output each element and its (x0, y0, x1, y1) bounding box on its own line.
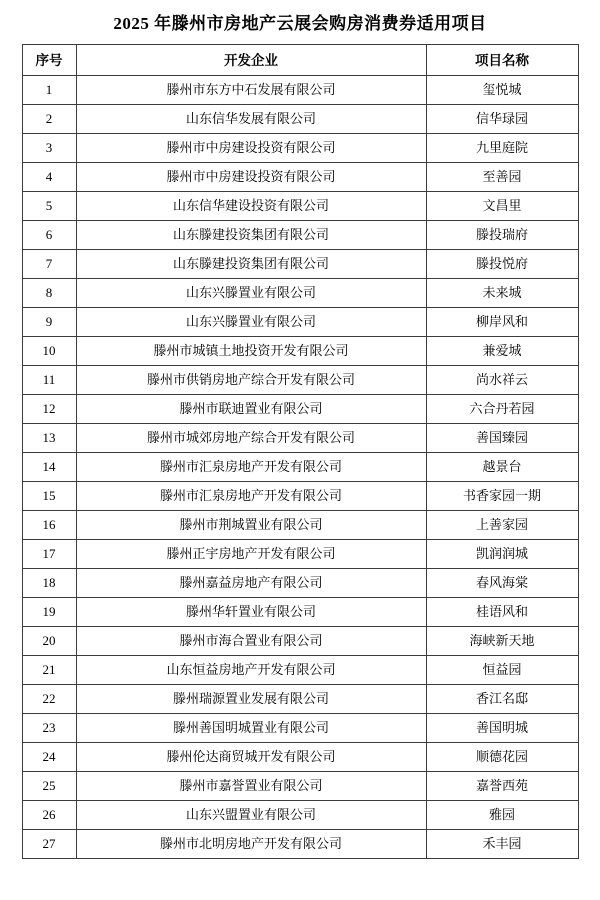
cell-index: 2 (22, 105, 76, 134)
cell-index: 4 (22, 163, 76, 192)
cell-project: 玺悦城 (426, 76, 578, 105)
cell-index: 12 (22, 395, 76, 424)
cell-index: 14 (22, 453, 76, 482)
table-row (22, 250, 578, 279)
table-row (22, 134, 578, 163)
table-row (22, 772, 578, 801)
cell-developer: 滕州市北明房地产开发有限公司 (76, 830, 426, 859)
cell-developer: 滕州市中房建设投资有限公司 (76, 134, 426, 163)
cell-project: 恒益园 (426, 656, 578, 685)
cell-index: 11 (22, 366, 76, 395)
table-row (22, 453, 578, 482)
cell-developer: 滕州市汇泉房地产开发有限公司 (76, 453, 426, 482)
cell-index: 18 (22, 569, 76, 598)
table-row (22, 337, 578, 366)
cell-developer: 山东兴滕置业有限公司 (76, 279, 426, 308)
cell-index: 26 (22, 801, 76, 830)
cell-project: 禾丰园 (426, 830, 578, 859)
cell-index: 20 (22, 627, 76, 656)
table-body (22, 76, 578, 859)
projects-table (22, 44, 579, 859)
cell-index: 16 (22, 511, 76, 540)
table-row (22, 76, 578, 105)
table-row (22, 192, 578, 221)
cell-developer: 滕州瑞源置业发展有限公司 (76, 685, 426, 714)
cell-project: 海峡新天地 (426, 627, 578, 656)
table-row (22, 366, 578, 395)
cell-project: 九里庭院 (426, 134, 578, 163)
cell-developer: 滕州伦达商贸城开发有限公司 (76, 743, 426, 772)
cell-project: 顺德花园 (426, 743, 578, 772)
cell-project: 柳岸风和 (426, 308, 578, 337)
cell-developer: 滕州善国明城置业有限公司 (76, 714, 426, 743)
cell-index: 7 (22, 250, 76, 279)
page-title: 2025 年滕州市房地产云展会购房消费券适用项目 (113, 14, 487, 33)
table-row (22, 685, 578, 714)
cell-index: 25 (22, 772, 76, 801)
cell-developer: 滕州市东方中石发展有限公司 (76, 76, 426, 105)
column-header-index: 序号 (22, 45, 76, 76)
cell-project: 善国明城 (426, 714, 578, 743)
table-row (22, 743, 578, 772)
cell-project: 滕投悦府 (426, 250, 578, 279)
cell-project: 善国臻园 (426, 424, 578, 453)
cell-developer: 山东信华发展有限公司 (76, 105, 426, 134)
column-header-developer: 开发企业 (76, 45, 426, 76)
cell-project: 桂语风和 (426, 598, 578, 627)
cell-developer: 山东兴盟置业有限公司 (76, 801, 426, 830)
table-row (22, 395, 578, 424)
cell-developer: 滕州市汇泉房地产开发有限公司 (76, 482, 426, 511)
cell-index: 17 (22, 540, 76, 569)
table-row (22, 482, 578, 511)
table-row (22, 279, 578, 308)
cell-project: 香江名邸 (426, 685, 578, 714)
table-row (22, 598, 578, 627)
cell-project: 六合丹若园 (426, 395, 578, 424)
cell-index: 15 (22, 482, 76, 511)
table-row (22, 540, 578, 569)
cell-project: 滕投瑞府 (426, 221, 578, 250)
cell-developer: 山东滕建投资集团有限公司 (76, 250, 426, 279)
cell-project: 未来城 (426, 279, 578, 308)
cell-developer: 滕州市嘉誉置业有限公司 (76, 772, 426, 801)
cell-index: 21 (22, 656, 76, 685)
table-row (22, 656, 578, 685)
cell-index: 22 (22, 685, 76, 714)
cell-project: 书香家园一期 (426, 482, 578, 511)
cell-developer: 山东兴滕置业有限公司 (76, 308, 426, 337)
cell-project: 嘉誉西苑 (426, 772, 578, 801)
table-row (22, 830, 578, 859)
cell-project: 越景台 (426, 453, 578, 482)
cell-index: 10 (22, 337, 76, 366)
cell-project: 兼爱城 (426, 337, 578, 366)
table-row (22, 569, 578, 598)
table-row (22, 105, 578, 134)
cell-index: 24 (22, 743, 76, 772)
cell-developer: 滕州市中房建设投资有限公司 (76, 163, 426, 192)
table-row (22, 221, 578, 250)
cell-project: 信华琭园 (426, 105, 578, 134)
cell-developer: 滕州市联迪置业有限公司 (76, 395, 426, 424)
cell-index: 19 (22, 598, 76, 627)
cell-index: 1 (22, 76, 76, 105)
table-row (22, 714, 578, 743)
cell-developer: 山东滕建投资集团有限公司 (76, 221, 426, 250)
cell-developer: 滕州市城郊房地产综合开发有限公司 (76, 424, 426, 453)
table-row (22, 308, 578, 337)
cell-developer: 滕州市海合置业有限公司 (76, 627, 426, 656)
table-row (22, 511, 578, 540)
cell-index: 6 (22, 221, 76, 250)
cell-developer: 滕州嘉益房地产有限公司 (76, 569, 426, 598)
table-row (22, 163, 578, 192)
table-row (22, 627, 578, 656)
cell-project: 上善家园 (426, 511, 578, 540)
cell-developer: 山东恒益房地产开发有限公司 (76, 656, 426, 685)
cell-project: 凯润润城 (426, 540, 578, 569)
table-row (22, 424, 578, 453)
cell-index: 8 (22, 279, 76, 308)
cell-developer: 滕州华轩置业有限公司 (76, 598, 426, 627)
cell-project: 尚水祥云 (426, 366, 578, 395)
cell-developer: 滕州市荆城置业有限公司 (76, 511, 426, 540)
cell-index: 3 (22, 134, 76, 163)
cell-project: 雅园 (426, 801, 578, 830)
table-row (22, 801, 578, 830)
cell-project: 春风海棠 (426, 569, 578, 598)
cell-index: 27 (22, 830, 76, 859)
table-header-row (22, 45, 578, 76)
cell-index: 9 (22, 308, 76, 337)
cell-index: 13 (22, 424, 76, 453)
cell-developer: 滕州正宇房地产开发有限公司 (76, 540, 426, 569)
column-header-project: 项目名称 (426, 45, 578, 76)
cell-developer: 滕州市城镇土地投资开发有限公司 (76, 337, 426, 366)
cell-project: 文昌里 (426, 192, 578, 221)
cell-index: 5 (22, 192, 76, 221)
cell-index: 23 (22, 714, 76, 743)
cell-project: 至善园 (426, 163, 578, 192)
cell-developer: 山东信华建设投资有限公司 (76, 192, 426, 221)
cell-developer: 滕州市供销房地产综合开发有限公司 (76, 366, 426, 395)
